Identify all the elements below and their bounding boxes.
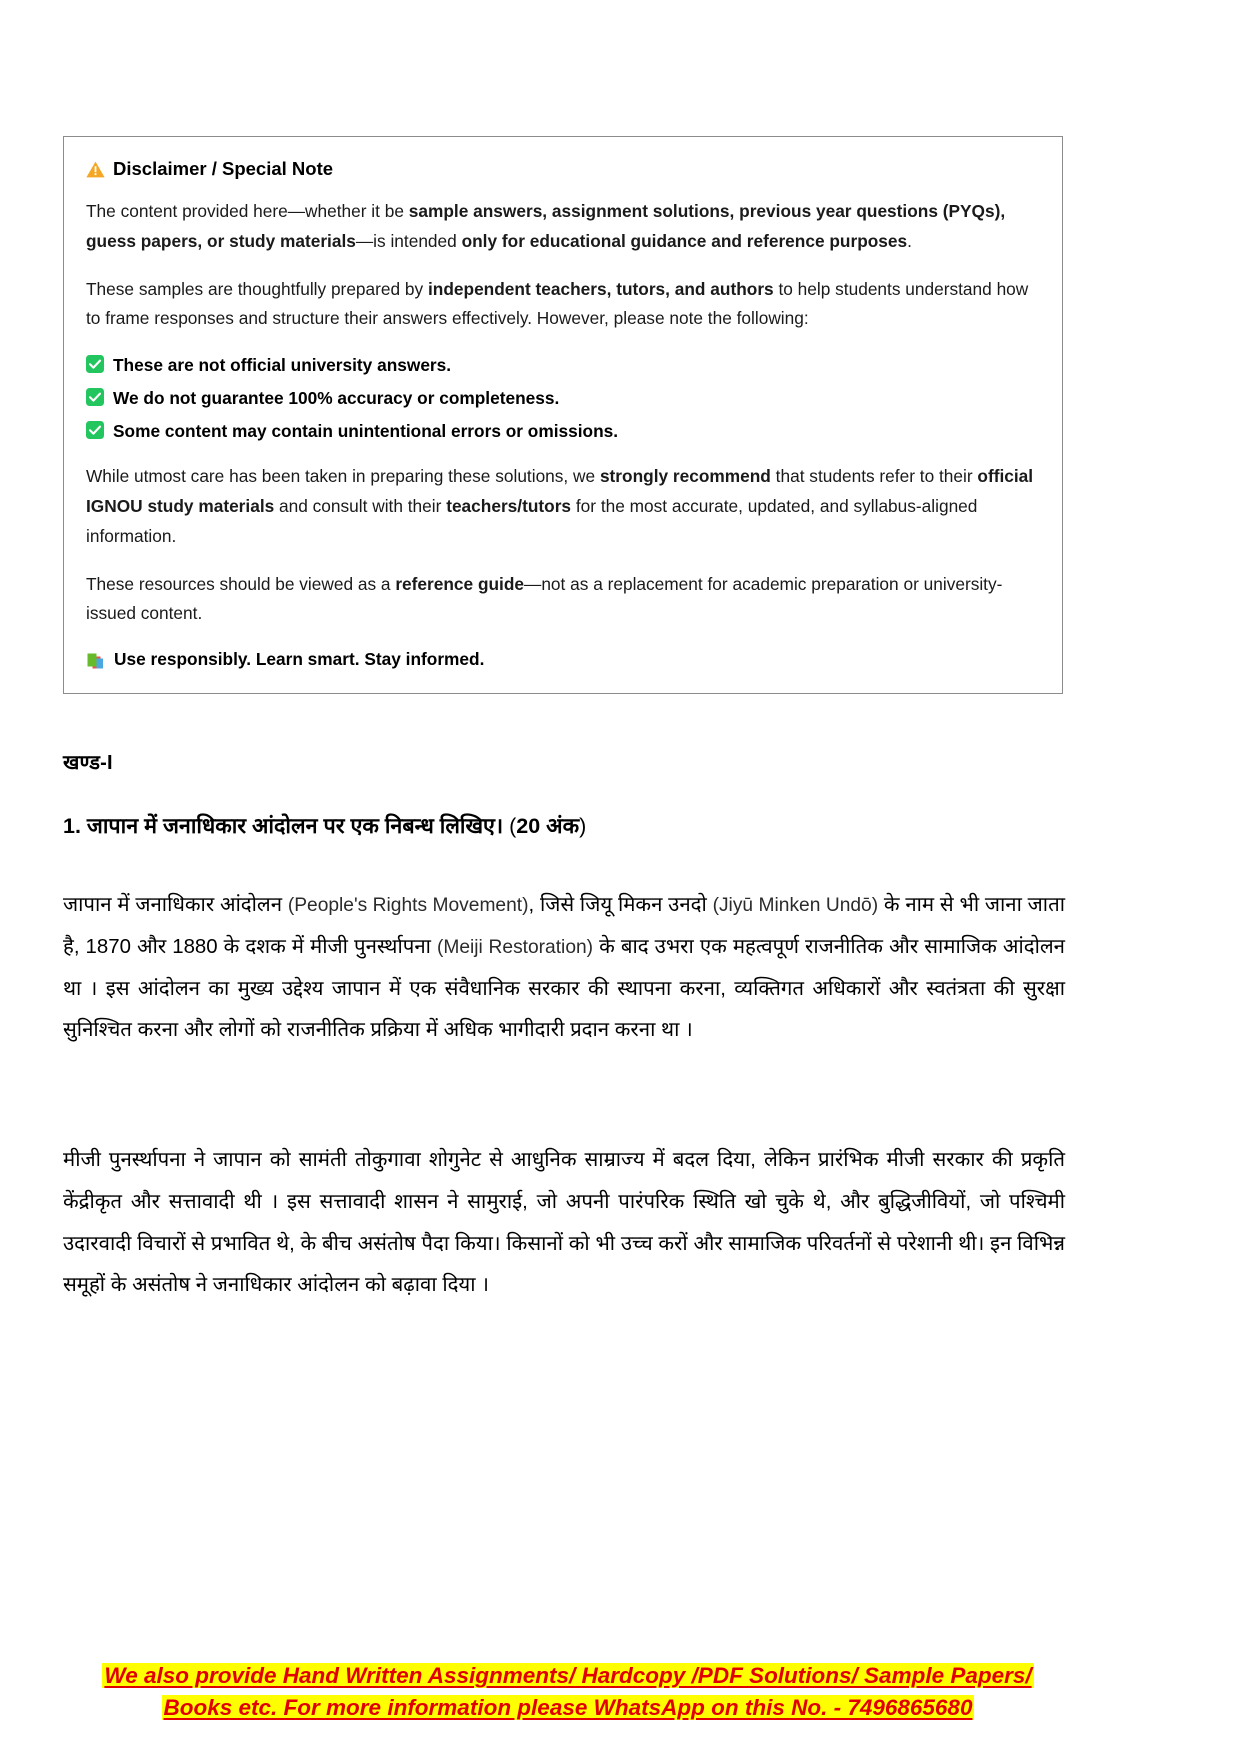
para1-bold1: sample answers, assignment solutions, previous year questions (PYQs), guess papers, or study materials	[86, 201, 1006, 251]
green-check-box-icon	[86, 355, 104, 373]
disclaimer-final-line-row	[86, 647, 1040, 673]
marks-open-paren: (	[503, 814, 517, 838]
list-item	[86, 352, 1040, 379]
disclaimer-checklist	[86, 352, 1040, 444]
p1-seg3: के नाम से भी जाना जाता है, 1870 और 1880 के दशक में मीजी पुनर्स्थापना	[63, 894, 1065, 958]
para3-part1: While utmost care has been taken in preparing these solutions, we	[86, 466, 600, 487]
books-icon	[86, 651, 105, 670]
disclaimer-paragraph-2	[86, 275, 1040, 335]
marks-value: 20 अंक	[516, 814, 580, 838]
marks-close-paren: )	[579, 814, 587, 838]
section-heading: खण्ड-I	[63, 752, 113, 774]
para2-part1: These samples are thoughtfully prepared by	[86, 278, 428, 299]
p1-latin1: (People's Rights Movement)	[287, 895, 529, 916]
para2-part2: to help students understand how to frame responses and structure their answers effectively. However, please note the following:	[86, 278, 1029, 329]
question-text: 1. जापान में जनाधिकार आंदोलन पर एक निबन्ध लिखिए।	[63, 814, 504, 838]
warning-triangle-icon	[86, 161, 105, 178]
promo-line-2: Books etc. For more information please WhatsApp on this No. - 7496865680	[163, 1694, 973, 1720]
disclaimer-final-text: Use responsibly. Learn smart. Stay informed.	[114, 649, 485, 670]
para4-part2: —not as a replacement for academic preparation or university-issued content.	[86, 573, 1003, 624]
para3-bold2: official IGNOU study materials	[86, 466, 1034, 517]
para4-part1: These resources should be viewed as a	[86, 573, 396, 594]
disclaimer-title-text: Disclaimer / Special Note	[113, 158, 334, 179]
green-check-box-icon	[86, 421, 104, 439]
para2-bold1: independent teachers, tutors, and authors	[427, 278, 774, 299]
checklist-label: We do not guarantee 100% accuracy or completeness.	[113, 387, 560, 408]
para1-part3: .	[907, 230, 912, 251]
answer-paragraph-1	[63, 885, 1065, 1052]
p1-seg2: , जिसे जियू मिकन उनदो	[528, 894, 713, 916]
checklist-label: Some content may contain unintentional errors or omissions.	[113, 420, 619, 441]
para3-bold3: teachers/tutors	[446, 496, 572, 517]
list-item	[86, 418, 1040, 445]
p1-latin2: (Jiyū Minken Undō)	[712, 895, 879, 916]
para1-part1: The content provided here—whether it be	[86, 201, 409, 222]
p1-seg1: जापान में जनाधिकार आंदोलन	[63, 894, 288, 916]
para1-part2: —is intended	[355, 230, 462, 251]
para4-bold1: reference guide	[395, 573, 525, 594]
p1-latin3: (Meiji Restoration)	[436, 936, 594, 958]
promo-banner	[63, 1660, 1073, 1724]
para3-part2: that students refer to their	[770, 466, 978, 487]
para3-bold1: strongly recommend	[599, 466, 771, 487]
list-item	[86, 385, 1040, 412]
para3-part3: and consult with their	[274, 496, 447, 517]
disclaimer-paragraph-4	[86, 570, 1040, 630]
p1-seg4: के बाद उभरा एक महत्वपूर्ण राजनीतिक और सामाजिक आंदोलन था । इस आंदोलन का मुख्य उद्देश्य जापान में एक संवैधानिक सरकार की स्थापना करना, व्यक्तिगत अधिकारों और स्वतंत्रता की सुरक्षा सुनिश्चित करना और लोगों को राजनीतिक प्रक्रिया में अधिक भागीदारी प्रदान करना था ।	[63, 935, 1065, 1042]
disclaimer-box	[63, 136, 1063, 694]
green-check-box-icon	[86, 388, 104, 406]
disclaimer-title-row	[86, 157, 1040, 181]
promo-line-1: We also provide Hand Written Assignments/ Hardcopy /PDF Solutions/ Sample Papers/	[104, 1663, 1032, 1688]
question-heading	[63, 810, 1073, 842]
question-marks	[503, 814, 586, 838]
para3-part4: for the most accurate, updated, and syllabus-aligned information.	[86, 496, 978, 546]
disclaimer-paragraph-3	[86, 462, 1040, 551]
checklist-label: These are not official university answers.	[113, 355, 452, 376]
disclaimer-paragraph-1	[86, 197, 1040, 257]
para1-bold2: only for educational guidance and reference purposes	[461, 230, 908, 251]
answer-paragraph-2: मीजी पुनर्स्थापना ने जापान को सामंती तोकुगावा शोगुनेट से आधुनिक साम्राज्य में बदल दिया, लेकिन प्रारंभिक मीजी सरकार की प्रकृति केंद्रीकृत और सत्तावादी थी । इस सत्तावादी शासन ने सामुराई, जो अपनी पारंपरिक स्थिति खो चुके थे, और बुद्धिजीवियों, जो पश्चिमी उदारवादी विचारों से प्रभावित थे, के बीच असंतोष पैदा किया। किसानों को भी उच्च करों और सामाजिक परिवर्तनों से परेशानी थी। इन विभिन्न समूहों के असंतोष ने जनाधिकार आंदोलन को बढ़ावा दिया ।	[63, 1149, 1065, 1297]
